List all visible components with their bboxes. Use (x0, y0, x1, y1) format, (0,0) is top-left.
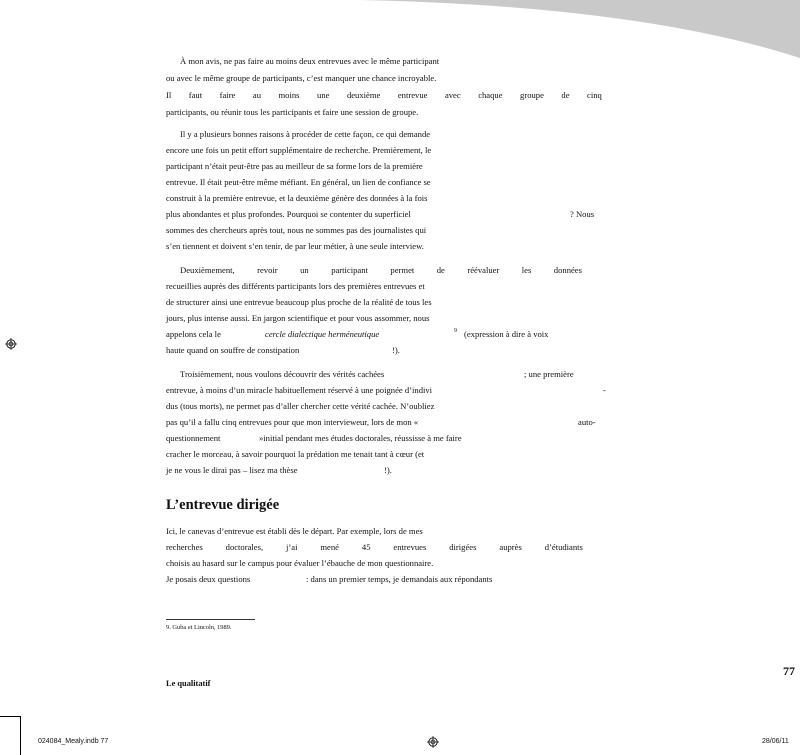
footnote-rule (166, 619, 255, 620)
footnote: 9. Guba et Lincoln, 1989. (166, 624, 232, 631)
p1-line-1: À mon avis, ne pas faire au moins deux entrevues avec le même participant (180, 56, 440, 66)
p3-line-3: de structurer ainsi une entrevue beaucoup plus proche de la réalité de tous les (166, 297, 432, 307)
p3-line-1: Deuxièmement, revoir un participant permet de réévaluer les données (180, 265, 582, 275)
printer-slug-left: 024084_Mealy.indb 77 (38, 738, 109, 745)
p3-line-2: recueillies auprès des différents participants lors des premières entrevues et (166, 281, 425, 291)
p2-line-6: plus abondantes et plus profondes. Pourquoi se contenter du superficiel ? Nous (166, 209, 595, 219)
registration-mark-icon (5, 338, 17, 350)
section-heading: L’entrevue dirigée (166, 497, 280, 513)
p4-line-4: pas qu’il a fallu cinq entrevues pour que mon intervieweur, lors de mon « auto- (166, 417, 596, 427)
p4-line-6: cracher le morceau, à savoir pourquoi la prédation me tenait tant à cœur (et (166, 449, 425, 459)
p5-line-3: choisis au hasard sur le campus pour évaluer l’ébauche de mon questionnaire. (166, 558, 434, 568)
p5-line-2: recherches doctorales, j’ai mené 45 entrevues dirigées auprès d’étudiants (166, 542, 583, 552)
p4-line-1: Troisièmement, nous voulons découvrir des vérités cachées ; une première (180, 369, 574, 379)
p2-line-5: construit à la première entrevue, et la deuxième génère des données à la fois (166, 193, 428, 203)
crop-mark (20, 716, 21, 755)
printer-slug-right: 28/06/11 (762, 738, 789, 745)
crop-mark (0, 716, 20, 717)
p4-line-2: entrevue, à moins d’un miracle habituellement réservé à une poignée d’indivi - (166, 385, 606, 395)
p2-line-8: s’en tiennent et doivent s’en tenir, de par leur métier, à une seule interview. (166, 241, 424, 251)
page-curl-decoration (0, 0, 800, 80)
p3-line-5: appelons cela le cercle dialectique herméneutique 9 (expression à dire à voix (166, 328, 549, 339)
p3-line-6: haute quand on souffre de constipation !). (166, 345, 400, 355)
p2-line-2: encore une fois un petit effort supplémentaire de recherche. Premièrement, le (166, 145, 432, 155)
p5-line-4: Je posais deux questions : dans un premier temps, je demandais aux répondants (166, 574, 493, 584)
p2-line-7: sommes des chercheurs après tout, nous ne sommes pas des journalistes qui (166, 225, 427, 235)
registration-mark-icon (427, 736, 439, 748)
p2-line-4: entrevue. Il était peut-être même méfiant. En général, un lien de confiance se (166, 177, 431, 187)
p2-line-3: participant n’était peut-être pas au meilleur de sa forme lors de la première (166, 161, 423, 171)
p1-line-4: participants, ou réunir tous les participants et faire une session de groupe. (166, 107, 419, 117)
p5-line-1: Ici, le canevas d’entrevue est établi dès le départ. Par exemple, lors de mes (166, 526, 423, 536)
p4-line-5: questionnement »initial pendant mes études doctorales, réussisse à me faire (166, 433, 462, 443)
p4-line-7: je ne vous le dirai pas – lisez ma thèse !). (166, 465, 392, 475)
p4-line-3: dus (tous morts), ne permet pas d’aller chercher cette vérité cachée. N’oubliez (166, 401, 435, 411)
page-number: 77 (783, 664, 795, 678)
p2-line-1: Il y a plusieurs bonnes raisons à procéder de cette façon, ce qui demande (180, 129, 431, 139)
p3-line-4: jours, plus intense aussi. En jargon scientifique et pour vous assommer, nous (166, 313, 430, 323)
running-footer: Le qualitatif (166, 679, 211, 688)
p1-line-3: Il faut faire au moins une deuxième entrevue avec chaque groupe de cinq (166, 90, 602, 100)
p1-line-2: ou avec le même groupe de participants, c’est manquer une chance incroyable. (166, 73, 437, 83)
